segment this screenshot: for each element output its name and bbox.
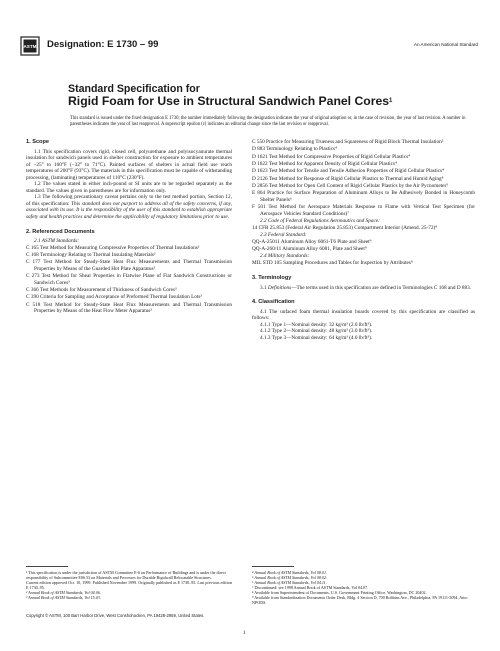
reference-item: C 518 Test Method for Steady-State Heat Flux Measurements and Thermal Transmission Properties by Means of the Heat Flow Meter Apparatus² (26, 301, 232, 315)
reference-item: C 273 Test Method for Shear Properties in Flatwise Plane of Flat Sandwich Constructions or Sandwich Cores³ (26, 273, 232, 286)
reference-item: F 501 Test Method for Aerospace Materials Response to Flame with Vertical Test Specimen (for Aerospace Vehicles Standard Conditions)⁷ (252, 204, 475, 217)
footnote: ¹ This specification is under the jurisdiction of ASTM Committee E-6 on Performance of Buildings and is under the direct responsibility of Subcommittee E06.53 on Materials and Processes for Durable Rigidwall Relocatable Structures. (26, 570, 226, 580)
paragraph-1-2: 1.2 The values stated in either inch-pound or SI units are to be regarded separately as the standard. The values given in parentheses are for information only. (26, 181, 232, 194)
page-number: 1 (243, 630, 246, 636)
reference-item: C 390 Criteria for Sampling and Acceptance of Preformed Thermal Insulation Lots² (26, 294, 202, 301)
left-column (26, 139, 232, 316)
federal-standard-label: 2.3 Federal Standard: (260, 232, 307, 239)
footnote: ² Annual Book of ASTM Standards, Vol 04.06. (26, 590, 101, 595)
section-heading-classification: 4. Classification (252, 299, 295, 306)
svg-text:ASTM: ASTM (23, 44, 37, 50)
astm-standards-label: 2.1 ASTM Standards: (34, 238, 80, 245)
reference-item: D 1622 Test Method for Apparent Density of Rigid Cellular Plastics⁴ (252, 161, 397, 168)
copyright-notice: Copyright © ASTM, 100 Barr Harbor Drive, West Conshohocken, PA 19428-2959, United States. (26, 613, 205, 618)
reference-item: C 366 Test Methods for Measurement of Thickness of Sandwich Cores³ (26, 287, 177, 294)
title-line-2: Rigid Foam for Use in Structural Sandwich Panel Cores$^1$ (68, 94, 393, 108)
reference-item: D 1623 Test Method for Tensile and Tensile Adhesion Properties of Rigid Cellular Plastics⁴ (252, 168, 444, 175)
reference-item: MIL STD 105 Sampling Procedures and Tables for Inspection by Attributes⁹ (252, 259, 413, 266)
paragraph-1-3: 1.3 The following precautionary caveat pertains only to the test method portion, Section 12, of this specification: This standard does not purport to address all of the safety concerns, if any, associated with its use. It is the responsibility of the user of this standard to establish appropriate safety and health practices and determine the applicability of regulatory limitations prior to use. (26, 194, 232, 221)
classification-item: 4.1.1 Type 1—Nominal density: 32 kg/m³ (2.0 lb/ft³). (260, 321, 373, 328)
paragraph-1-1: 1.1 This specification covers rigid, closed cell, polyurethane and polyisocyanurate thermal insulation for sandwich panels used in shelter construction for exposure to ambient temperatures of −25° to 160°F (−32° to 71°C). Painted surfaces of shelters in actual field use reach temperatures of 200°F (93°C). The materials in this specification must be capable of withstanding processing, (laminating) temperatures of 110°C (230°F). (26, 148, 232, 181)
designation: Designation: E 1730 – 99 (47, 39, 159, 50)
paragraph-4-1: 4.1 The unfaced foam thermal insulation boards covered by this specification are classified as follows: (252, 308, 475, 322)
footnote: Current edition approved Oct. 10, 1999. Published November 1999. Originally published as E 1730–95. Last previous edition E 1730–95. (26, 580, 232, 590)
classification-item: 4.1.2 Type 2—Nominal density: 48 kg/m³ (3.0 lb/ft³). (260, 328, 373, 335)
section-heading-terminology: 3. Terminology (252, 275, 292, 282)
astm-logo (20, 36, 40, 56)
reference-item: QQ-A-25011 Aluminum Alloy 6061-T6 Plate and Sheet⁹ (252, 238, 372, 245)
section-heading-referenced-documents: 2. Referenced Documents (26, 228, 95, 235)
footnotes-left (26, 570, 232, 600)
document-title (68, 83, 392, 107)
reference-item: C 168 Terminology Relating to Thermal Insulating Materials² (26, 252, 156, 258)
footnotes-right (252, 570, 475, 605)
footnote-divider (252, 566, 294, 567)
title-line-1: Standard Specification for (68, 83, 200, 95)
paragraph-3-1: 3.1 Definitions—The terms used in this specification are defined in Terminologies C 168 and D 883. (260, 284, 472, 291)
footnote: ⁷ Discontinued: see 1998 Annual Book of ASTM Standards, Vol 04.07. (252, 585, 369, 590)
reference-item: C 550 Practice for Measuring Trueness and Squareness of Rigid Block Thermal Insulation² (252, 139, 444, 145)
footnote: ⁵ Annual Book of ASTM Standards, Vol 08.02. (252, 575, 328, 580)
reference-item: C 165 Test Method for Measuring Compressive Properties of Thermal Insulations² (26, 244, 200, 251)
cfr-label: 2.2 Code of Federal Regulations Aeronautics and Space: (260, 218, 380, 225)
reference-item: 14 CFR 25.853 (Federal Air Regulation 25.853) Compartment Interior (Amend. 25-72)⁸ (252, 224, 438, 231)
title-footnote-mark: 1 (389, 98, 393, 104)
footnote: ⁶ Annual Book of ASTM Standards, Vol 04.11. (252, 580, 327, 585)
reference-item: C 177 Test Method for Steady-State Heat Flux Measurements and Thermal Transmission Properties by Means of the Guarded Hot Plate Apparatus² (26, 259, 232, 272)
military-standards-label: 2.4 Military Standards: (260, 253, 310, 260)
footnote: ⁹ Available from Standardization Documents Order Desk, Bldg. 4 Section D, 700 Robbins Ave., Philadelphia, PA 19111-5094, Attn: NPODS. (252, 595, 468, 605)
footnote: ⁸ Available from Superintendent of Documents, U.S. Government Printing Office, Washington, DC 20402. (252, 590, 427, 595)
reference-item: D 2126 Test Method for Response of Rigid Cellular Plastics to Thermal and Humid Aging⁴ (252, 175, 444, 182)
right-column (252, 139, 475, 342)
reference-item: E 864 Practice for Surface Preparation of Aluminum Alloys to Be Adhesively Bonded in Honeycomb Shelter Panels⁶ (252, 190, 475, 203)
reference-item: D 883 Terminology Relating to Plastics⁴ (252, 146, 337, 153)
reference-item: D 2856 Test Method for Open Cell Content of Rigid Cellular Plastics by the Air Pycnometer⁵ (252, 183, 449, 190)
reference-item: D 1621 Test Method for Compressive Properties of Rigid Cellular Plastics⁴ (252, 153, 410, 160)
section-heading-scope: 1. Scope (26, 139, 50, 145)
classification-item: 4.1.3 Type 3—Nominal density: 64 kg/m³ (4.0 lb/ft³). (260, 335, 373, 342)
safety-caveat: This standard does not purport to address all of the safety concerns, if any, associated with its use. It is the responsibility of the user of this standard to establish appropriate safety and health practices and determine the applicability of regulatory limitations prior to use. (26, 200, 232, 221)
standard-org-label: An American National Standard (413, 42, 478, 47)
footnote: ⁴ Annual Book of ASTM Standards, Vol 08.01. (252, 570, 328, 575)
issued-notice: This standard is issued under the fixed designation E 1730; the number immediately following the designation indicates the year of original adoption or, in the case of revision, the year of last revision. A number in parentheses indicates the year of last reapproval. A superscript epsilon (ε) indicates an editorial change since the last revision or reapproval. (70, 116, 466, 127)
reference-item: QQ-A-260/11 Aluminum Alloy 6081, Plate and Sheet⁹ (252, 245, 367, 252)
footnote: ³ Annual Book of ASTM Standards, Vol 15.03. (26, 595, 101, 600)
footnote-divider (26, 566, 68, 567)
